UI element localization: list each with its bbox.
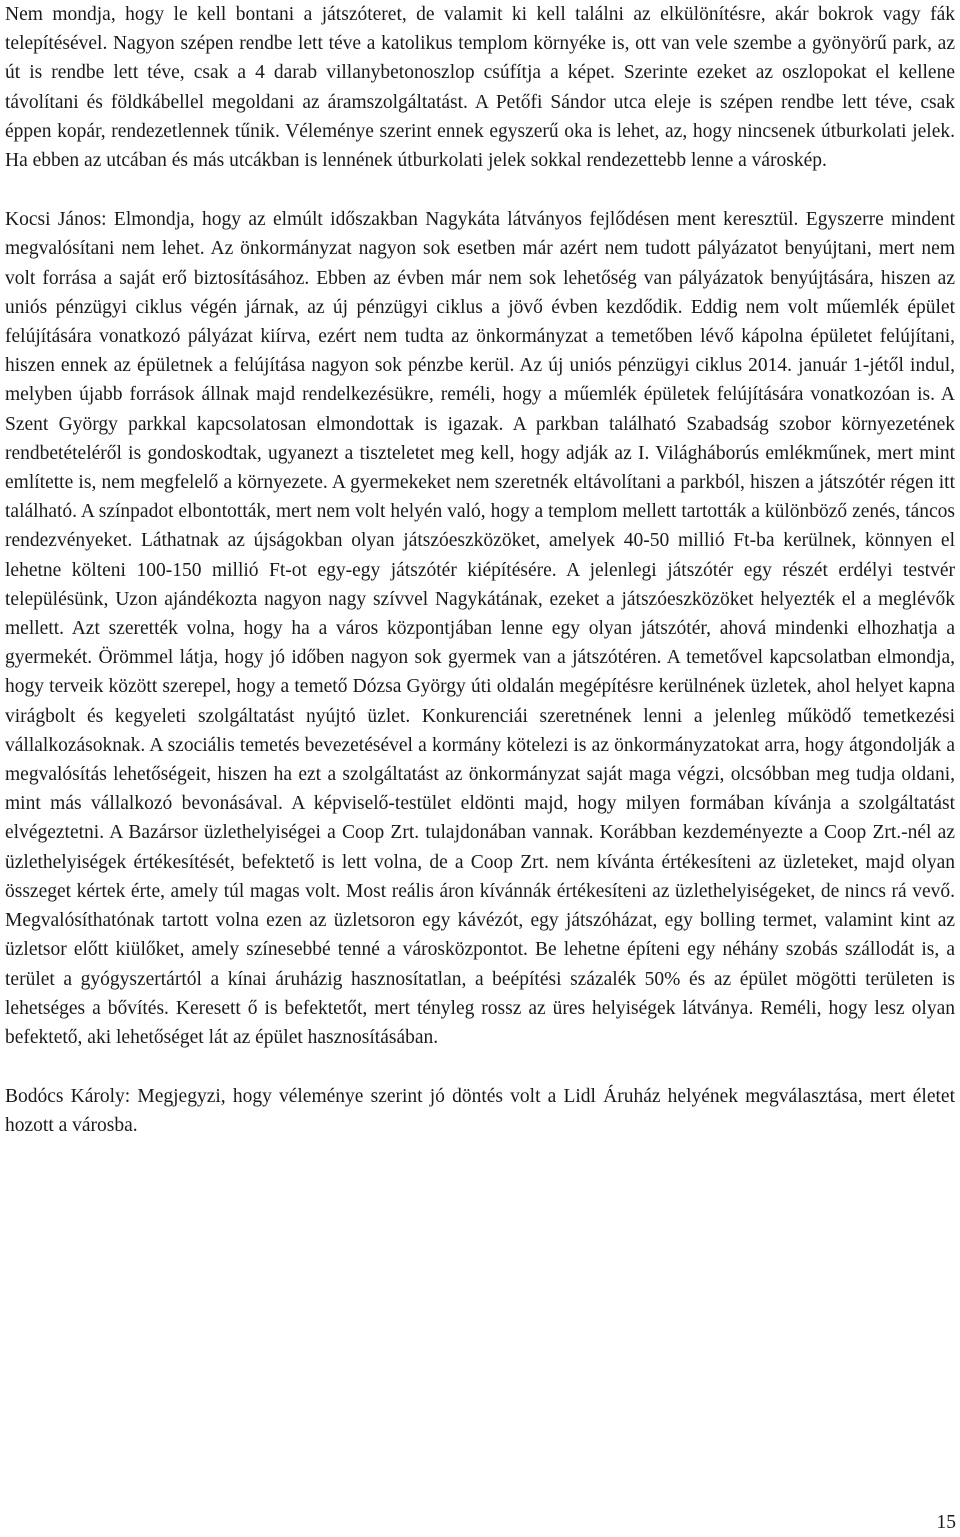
paragraph-kocsi-janos: Kocsi János: Elmondja, hogy az elmúlt időszakban Nagykáta látványos fejlődésen ment keresztül. Egyszerre mindent megvalósítani nem lehet. Az önkormányzat nagyon sok esetben már azért nem tudott pályázatot benyújtani, mert nem volt forrása a saját erő biztosításához. Ebben az évben már nem sok lehetőség van pályázatok benyújtására, hiszen az uniós pénzügyi ciklus végén járnak, az új pénzügyi ciklus a jövő évben kezdődik. Eddig nem volt műemlék épület felújítására vonatkozó pályázat kiírva, ezért nem tudta az önkormányzat a temetőben lévő kápolna épületet felújítani, hiszen ennek az épületnek a felújítása nagyon sok pénzbe kerül. Az új uniós pénzügyi ciklus 2014. január 1-jétől indul, melyben újabb források állnak majd rendelkezésükre, reméli, hogy a műemlék épületek felújítására vonatkozóan is. A Szent György parkkal kapcsolatosan elmondottak is igazak. A parkban található Szabadság szobor környezetének rendbetételéről is gondoskodtak, ugyanezt a tiszteletet meg kell, hogy adják az I. Világháborús emlékműnek, mert mint említette is, nem megfelelő a környezete. A gyermekeket nem szeretnék eltávolítani a parkból, hiszen a játszótér régen itt található. A színpadot elbontották, mert nem volt helyén való, hogy a templom mellett tartották a különböző zenés, táncos rendezvényeket. Láthatnak az újságokban olyan játszóeszközöket, amelyek 40-50 millió Ft-ba kerülnek, könnyen el lehetne költeni 100-150 millió Ft-ot egy-egy játszótér kiépítésére. A jelenlegi játszótér egy részét erdélyi testvér településünk, Uzon ajándékozta nagyon nagy szívvel Nagykátának, ezeket a játszóeszközöket helyezték el a meglévők mellett. Azt szerették volna, hogy ha a város központjában lenne egy olyan játszótér, ahová mindenki elhozhatja a gyermekét. Örömmel látja, hogy jó időben nagyon sok gyermek van a játszótéren. A temetővel kapcsolatban elmondja, hogy terveik között szerepel, hogy a temető Dózsa György úti oldalán megépítésre kerülnének üzletek, ahol helyet kapna virágbolt és kegyeleti szolgáltatást nyújtó üzlet. Konkurenciái szeretnének lenni a jelenleg működő temetkezési vállalkozásoknak. A szociális temetés bevezetésével a kormány kötelezi is az önkormányzatokat arra, hogy átgondolják a megvalósítás lehetőségeit, hiszen ha ezt a szolgáltatást az önkormányzat saját maga végzi, olcsóbban meg tudja oldani, mint más vállalkozó bevonásával. A képviselő-testület eldönti majd, hogy milyen formában kívánja a szolgáltatást elvégeztetni. A Bazársor üzlethelyiségei a Coop Zrt. tulajdonában vannak. Korábban kezdeményezte a Coop Zrt.-nél az üzlethelyiségek értékesítését, befektető is lett volna, de a Coop Zrt. nem kívánta értékesíteni az üzleteket, majd olyan összeget kértek érte, amely túl magas volt. Most reális áron kívánnák értékesíteni az üzlethelyiségeket, de nincs rá vevő. Megvalósíthatónak tartott volna ezen az üzletsoron egy kávézót, egy játszóházat, egy bolling termet, valamint kint az üzletsor előtt kiülőket, amely színesebbé tenné a városközpontot. Be lehetne építeni egy néhány szobás szállodát is, a terület a gyógyszertártól a kínai áruházig hasznosítatlan, a beépítési százalék 50% és az épület mögötti területen is lehetséges a bővítés. Keresett ő is befektetőt, mert tényleg rossz az üres helyiségek látványa. Reméli, hogy lesz olyan befektető, aki lehetőséget lát az épület hasznosításában. [5, 209, 955, 1048]
paragraph-bodocs-karoly: Bodócs Károly: Megjegyzi, hogy véleménye szerint jó döntés volt a Lidl Áruház helyének megválasztása, mert életet hozott a városba. [5, 1086, 955, 1137]
paragraph-playground-streets: Nem mondja, hogy le kell bontani a játszóteret, de valamit ki kell találni az elkülönítésre, akár bokrok vagy fák telepítésével. Nagyon szépen rendbe lett téve a katolikus templom környéke is, ott van vele szembe a gyönyörű park, az út is rendbe lett téve, csak a 4 darab villanybetonoszlop csúfítja a képet. Szerinte ezeket az oszlopokat el kellene távolítani és földkábellel megoldani az áramszolgáltatást. A Petőfi Sándor utca eleje is szépen rendbe lett téve, csak éppen kopár, rendezetlennek tűnik. Véleménye szerint ennek egyszerű oka is lehet, az, hogy nincsenek útburkolati jelek. Ha ebben az utcában és más utcákban is lennének útburkolati jelek sokkal rendezettebb lenne a városkép. [5, 4, 955, 172]
document-page [5, 0, 955, 1141]
page-number: 15 [936, 1512, 956, 1533]
